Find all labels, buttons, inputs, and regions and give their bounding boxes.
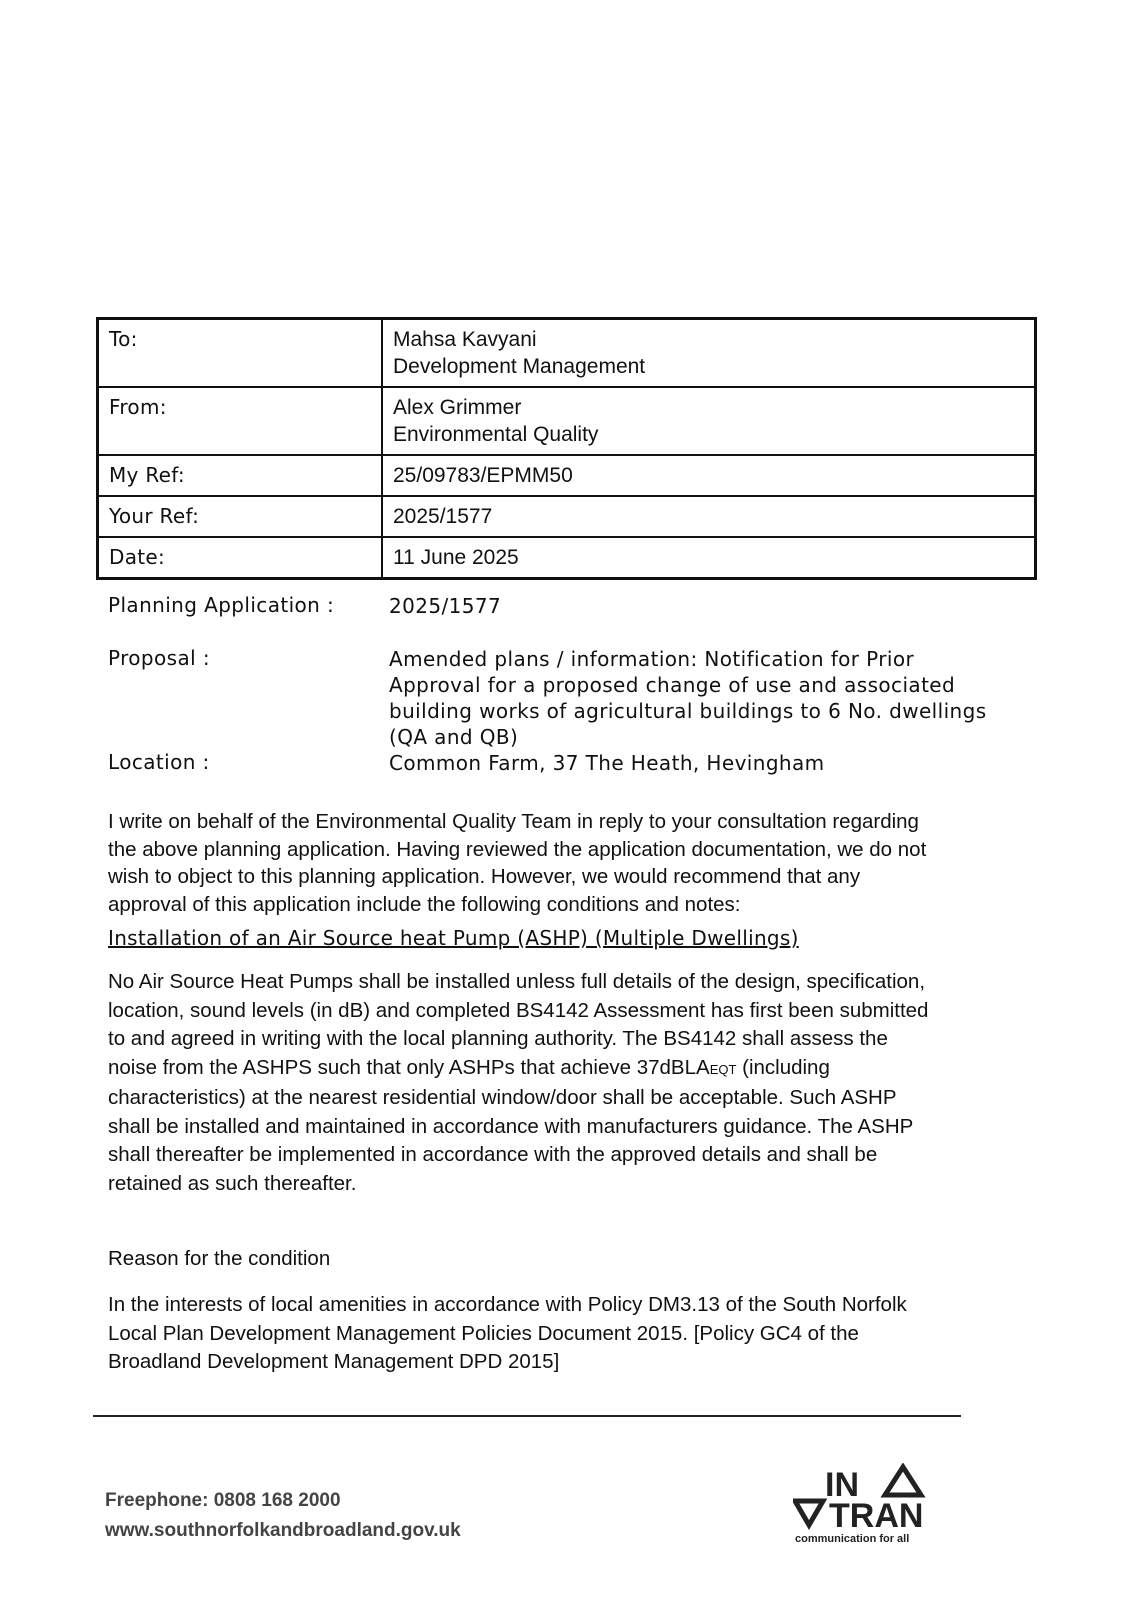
proposal-row: [108, 646, 1028, 750]
your-ref-label: Your Ref:: [98, 496, 383, 537]
proposal-line: building works of agricultural buildings to 6 No. dwellings: [389, 699, 987, 723]
to-department: Development Management: [393, 355, 646, 378]
intro-line: wish to object to this planning application. However, we would recommend that any: [108, 865, 861, 888]
reason-line: Local Plan Development Management Policies Document 2015. [Policy GC4 of the: [108, 1321, 859, 1345]
condition-line: retained as such thereafter.: [108, 1171, 357, 1195]
condition-line: No Air Source Heat Pumps shall be installed unless full details of the design, specification,: [108, 970, 926, 993]
location-row: [108, 750, 1028, 776]
website-link[interactable]: www.southnorfolkandbroadland.gov.uk: [105, 1520, 461, 1541]
logo-word-bottom: TRAN: [829, 1497, 924, 1535]
to-label: To:: [98, 319, 383, 388]
proposal-line: Amended plans / information: Notification for Prior: [389, 647, 915, 671]
condition-line: [108, 1054, 1028, 1085]
proposal-value: [389, 646, 1028, 750]
planning-application-row: [108, 593, 1028, 619]
proposal-label: Proposal :: [108, 646, 210, 670]
condition-line: location, sound levels (in dB) and completed BS4142 Assessment has first been submitted: [108, 998, 929, 1022]
triangle-up-icon: [885, 1467, 921, 1495]
condition-line: to and agreed in writing with the local planning authority. The BS4142 shall assess the: [108, 1027, 888, 1050]
freephone-number: 0808 168 2000: [208, 1490, 341, 1511]
proposal-line: (QA and QB): [389, 725, 519, 749]
table-row: [98, 496, 1036, 537]
proposal-line: Approval for a proposed change of use and associated: [389, 673, 956, 697]
condition-heading: Installation of an Air Source heat Pump (ASHP) (Multiple Dwellings): [108, 926, 799, 950]
from-label: From:: [98, 387, 383, 455]
eqt-subscript: EQT: [709, 1061, 737, 1077]
date-label: Date:: [98, 537, 383, 579]
intro-line: approval of this application include the following conditions and notes:: [108, 892, 741, 916]
reason-line: Broadland Development Management DPD 2015]: [108, 1350, 560, 1373]
intran-logo-graphic: [793, 1463, 953, 1545]
planning-application-value: 2025/1577: [389, 594, 502, 618]
logo-tagline: communication for all: [795, 1533, 910, 1545]
to-name: Mahsa Kavyani: [393, 328, 537, 351]
from-name: Alex Grimmer: [393, 396, 522, 419]
condition-line-part: noise from the ASHPS such that only ASHPs that achieve 37dBLA: [108, 1055, 710, 1079]
location-value: Common Farm, 37 The Heath, Hevingham: [389, 751, 825, 775]
triangle-down-icon: [795, 1501, 823, 1525]
intran-logo: [793, 1463, 953, 1545]
memo-header-table: [96, 317, 1037, 580]
my-ref-label: My Ref:: [98, 455, 383, 496]
intro-line: the above planning application. Having reviewed the application documentation, we do not: [108, 837, 927, 861]
condition-line-part: (including: [736, 1055, 830, 1079]
table-row: [98, 319, 1036, 388]
footer-divider: [93, 1415, 961, 1417]
table-row: [98, 537, 1036, 579]
condition-line: shall thereafter be implemented in accordance with the approved details and shall be: [108, 1143, 878, 1166]
location-label: Location :: [108, 750, 210, 774]
intro-line: I write on behalf of the Environmental Quality Team in reply to your consultation regarding: [108, 810, 919, 833]
footer-contact: [105, 1486, 461, 1546]
from-value: [382, 387, 1036, 455]
application-details: [108, 593, 1028, 776]
your-ref-value: 2025/1577: [382, 496, 1036, 537]
my-ref-value: 25/09783/EPMM50: [382, 455, 1036, 496]
condition-line: characteristics) at the nearest residential window/door shall be acceptable. Such ASHP: [108, 1086, 897, 1109]
condition-line: shall be installed and maintained in accordance with manufacturers guidance. The ASHP: [108, 1114, 914, 1138]
from-department: Environmental Quality: [393, 423, 599, 446]
to-value: [382, 319, 1036, 388]
reason-line: In the interests of local amenities in accordance with Policy DM3.13 of the South Norfolk: [108, 1293, 907, 1316]
intro-paragraph: [108, 808, 1028, 918]
planning-application-label: Planning Application :: [108, 593, 335, 617]
table-row: [98, 387, 1036, 455]
reason-paragraph: [108, 1291, 1028, 1377]
reason-heading: Reason for the condition: [108, 1247, 331, 1270]
logo-word-top: IN: [825, 1466, 859, 1504]
date-value: 11 June 2025: [382, 537, 1036, 579]
freephone-line: [105, 1486, 461, 1516]
condition-paragraph: [108, 968, 1028, 1198]
freephone-label: Freephone:: [105, 1490, 209, 1511]
table-row: [98, 455, 1036, 496]
